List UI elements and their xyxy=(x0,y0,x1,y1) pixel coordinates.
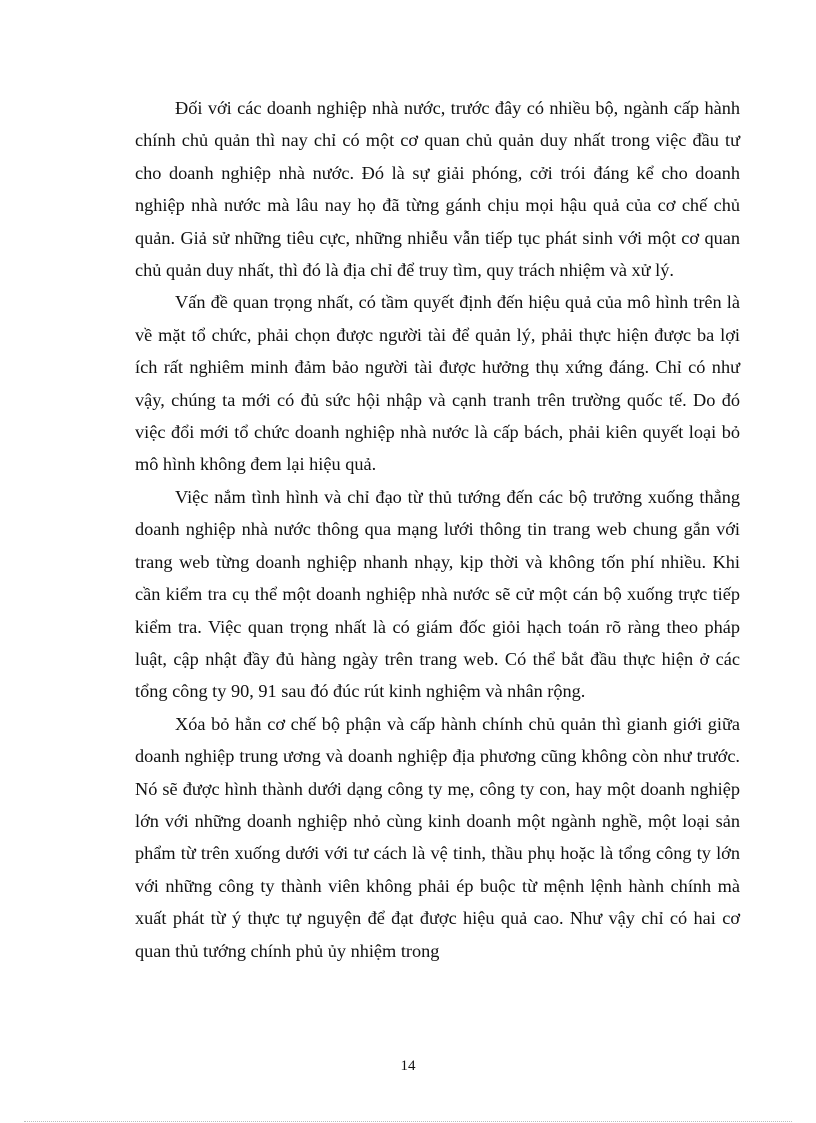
paragraph-4: Xóa bỏ hẳn cơ chế bộ phận và cấp hành chính chủ quản thì gianh giới giữa doanh nghiệp trung ương và doanh nghiệp địa phương cũng không còn như trước. Nó sẽ được hình thành dưới dạng công ty mẹ, công ty con, hay một doanh nghiệp lớn với những doanh nghiệp nhỏ cùng kinh doanh một ngành nghề, một loại sản phẩm từ trên xuống dưới với tư cách là vệ tinh, thầu phụ hoặc là tổng công ty lớn với những công ty thành viên không phải ép buộc từ mệnh lệnh hành chính mà xuất phát từ ý thực tự nguyện để đạt được hiệu quả cao. Như vậy chỉ có hai cơ quan thủ tướng chính phủ ủy nhiệm trong xyxy=(135,713,740,961)
paragraph-2: Vấn đề quan trọng nhất, có tầm quyết định đến hiệu quả của mô hình trên là về mặt tổ chức, phải chọn được người tài để quản lý, phải thực hiện được ba lợi ích rất nghiêm minh đảm bảo người tài được hưởng thụ xứng đáng. Chỉ có như vậy, chúng ta mới có đủ sức hội nhập và cạnh tranh trên trường quốc tế. Do đó việc đổi mới tổ chức doanh nghiệp nhà nước là cấp bách, phải kiên quyết loại bỏ mô hình không đem lại hiệu quả. xyxy=(135,292,740,475)
page-bottom-divider xyxy=(24,1121,792,1122)
body-text xyxy=(135,92,740,967)
paragraph-1: Đối với các doanh nghiệp nhà nước, trước đây có nhiều bộ, ngành cấp hành chính chủ quản thì nay chỉ có một cơ quan chủ quản duy nhất trong việc đầu tư cho doanh nghiệp nhà nước. Đó là sự giải phóng, cởi trói đáng kể cho doanh nghiệp nhà nước mà lâu nay họ đã từng gánh chịu mọi hậu quả của cơ chế chủ quản. Giả sử những tiêu cực, những nhiễu vẫn tiếp tục phát sinh với một cơ quan chủ quản duy nhất, thì đó là địa chỉ để truy tìm, quy trách nhiệm và xử lý. xyxy=(135,98,740,281)
paragraph-3: Việc nắm tình hình và chỉ đạo từ thủ tướng đến các bộ trưởng xuống thẳng doanh nghiệp nhà nước thông qua mạng lưới thông tin trang web chung gắn với trang web từng doanh nghiệp nhanh nhạy, kịp thời và không tốn phí nhiều. Khi cần kiểm tra cụ thể một doanh nghiệp nhà nước sẽ cử một cán bộ xuống trực tiếp kiểm tra. Việc quan trọng nhất là có giám đốc giỏi hạch toán rõ ràng theo pháp luật, cập nhật đầy đủ hàng ngày trên trang web. Có thể bắt đầu thực hiện ở các tổng công ty 90, 91 sau đó đúc rút kinh nghiệm và nhân rộng. xyxy=(135,486,740,702)
page-number: 14 xyxy=(400,1058,416,1074)
